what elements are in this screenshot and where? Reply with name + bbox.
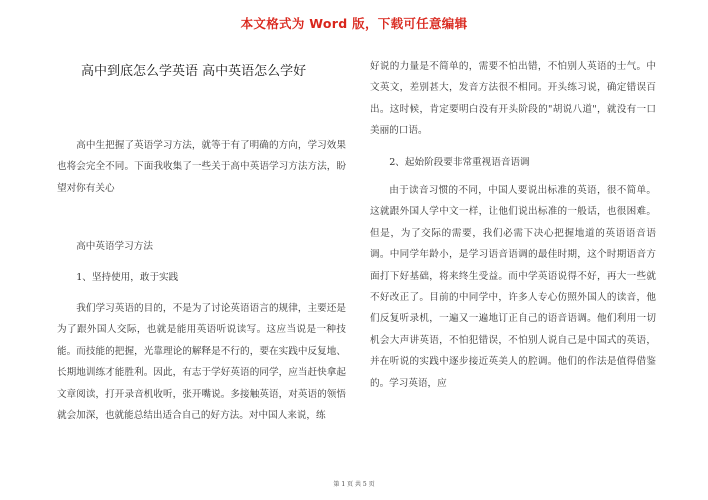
section-heading: 高中英语学习方法 [76, 241, 153, 253]
point-1-heading: 1、坚持使用，敢于实践 [76, 271, 179, 283]
point-1-paragraph: 我们学习英语的目的，不是为了讨论英语语言的规律，主要还是为了跟外国人交际，也就是能用英语听说读写。这应当说是一种技能。而技能的把握，光靠理论的解释是不行的，要在实践中反复地、长期地训练才能胜利。因此，有志于学好英语的同学，应当赶快拿起文章阅读，打开录音机收听，张开嘴说。多接触英语，对英语的领悟就会加深，也就能总结出适合自己的好方法。对中国人来说，练 [57, 303, 346, 422]
point-2-heading: 2、起始阶段要非常重视语音语调 [389, 156, 530, 168]
point-1-paragraph-continued: 好说的力量是不简单的，需要不怕出错，不怕别人英语的士气。中文英文，差别甚大，发音方法很不相同。开头练习说，确定错误百出。这时候，肯定要明白没有开头阶段的"胡说八道"，就没有一口美丽的口语。 [370, 61, 656, 137]
download-banner: 本文格式为 Word 版，下载可任意编辑 [240, 16, 468, 31]
left-column [57, 56, 346, 426]
document-title: 高中到底怎么学英语 高中英语怎么学好 [81, 64, 307, 79]
point-2-paragraph: 由于读音习惯的不同，中国人要说出标准的英语，很不简单。这就跟外国人学中文一样，让他们说出标准的一般话，也很困难。但是，为了交际的需要，我们必需下决心把握地道的英语语音语调。中同学年龄小，是学习语音语调的最佳时期，这个时期语音方面打下好基础，将来终生受益。而中学英语说得不好，再大一些就不好改正了。目前的中同学中，许多人专心仿照外国人的读音，他们反复听录机，一遍又一遍地订正自己的语音语调。他们利用一切机会大声讲英语，不怕犯错误，不怕别人说自己是中国式的英语，并在听说的实践中逐步接近英美人的腔调。他们的作法是值得借鉴的。学习英语，应 [370, 185, 656, 389]
intro-paragraph: 高中生把握了英语学习方法，就等于有了明确的方向，学习效果也将会完全不同。下面我收集了一些关于高中英语学习方法方法，盼望对你有关心 [57, 140, 346, 194]
right-column [370, 56, 656, 394]
page-number-footer: 第 1 页 共 5 页 [333, 481, 375, 488]
